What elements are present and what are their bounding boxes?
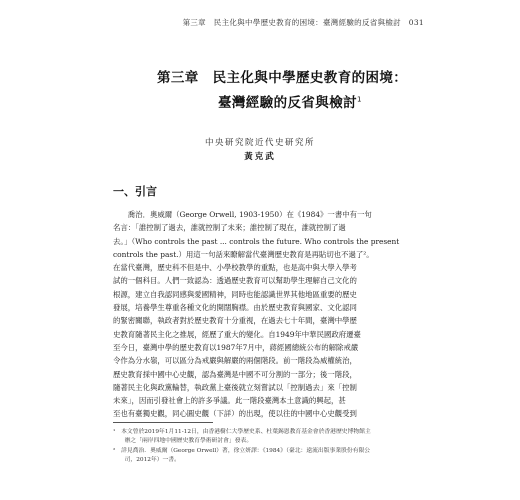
body-line: 至也有臺獨史觀，同心圓史觀（下詳）的出現，使以往的中國中心史觀受到 [113,409,357,419]
footnote-divider [113,422,213,423]
body-line: 的緊密關聯，執政者對於歷史教育十分重視，在過去七十年間，臺灣中學歷 [113,316,357,326]
body-line: 發展，培養學生尊重各種文化的開闊胸襟。由於歷史教育與國家、文化認同 [113,303,357,313]
body-line: 試的一個科目。人們一致認為：透過歷史教育可以幫助學生理解自己文化的 [113,276,357,286]
body-line: 歷史教育採中國中心史觀，認為臺灣是中國不可分割的一部分；後一階段， [113,369,357,379]
body-line: 喬治．奧威爾（George Orwell, 1903-1950）在《1984》一書中有一句 [113,210,372,219]
body-line: 令作為分水嶺，可以區分為戒嚴與解嚴的兩個階段。前一階段為威權統治， [113,356,357,366]
author-affiliation: 中央研究院近代史研究所 [204,138,315,148]
chapter-title [157,66,407,111]
section-heading: 一、引言 [113,185,157,198]
chapter-title-line-2-text: 臺灣經驗的反省與檢討 [218,95,357,111]
body-line: 根源，建立自我認同感與愛國精神，同時也能認識世界其他地區重要的歷史 [113,289,357,299]
footnote-2-line: 司，2012年）一書。 [113,457,180,464]
body-line: 名言：「誰控制了過去，誰就控制了未來；誰控制了現在，誰就控制了過 [113,223,346,233]
author-name: 黃克武 [244,152,276,162]
body-line: 隨著民主化與政黨輪替，執政黨上臺後就立刻嘗試以「控制過去」來「控制 [113,382,357,392]
chapter-title-line-2 [157,91,407,111]
footnote-1-line: 辦之「兩岸四地中國歷史教育學術研討會」發表。 [113,438,253,445]
body-text [113,208,413,421]
running-header: 第三章 民主化與中學歷史教育的困境：臺灣經驗的反省與檢討 031 [182,18,424,27]
body-line: 在當代臺灣，歷史科不但是中、小學校教學的重點，也是高中與大學入學考 [113,263,357,273]
footnote-1-line: ¹ 本文曾於2019年1月11-12日，由香港樹仁大學歷史系、杜葉錫恩教育基金會於香港歷史博物館主 [113,429,371,435]
body-line: controls the past.）用這一句話來瞭解當代臺灣歷史教育是再貼切也不過了²。 [113,249,374,259]
body-line: 去。」（Who controls the past ... controls the future. Who controls the present [113,236,400,246]
body-line: 史教育隨著民主化之推展，經歷了重大的變化。自1949年中華民國政府遷臺 [113,329,361,339]
footnote-2-line: ² 詳見喬治．奧威爾（George Orwell）著，徐立妍譯：《1984》（臺北：遠流出版事業股份有限公 [113,447,371,454]
body-line: 至今日，臺灣中學的歷史教育以1987年7月中，蔣經國總統公布的解除戒嚴 [113,342,359,352]
footnotes [113,428,413,466]
footnote-marker[interactable]: 1 [357,95,362,104]
chapter-title-line-1: 第三章 民主化與中學歷史教育的困境： [157,70,408,86]
body-line: 未來」，因而引發社會上的許多爭議。此一階段臺灣本土意識的興起，甚 [113,396,346,406]
